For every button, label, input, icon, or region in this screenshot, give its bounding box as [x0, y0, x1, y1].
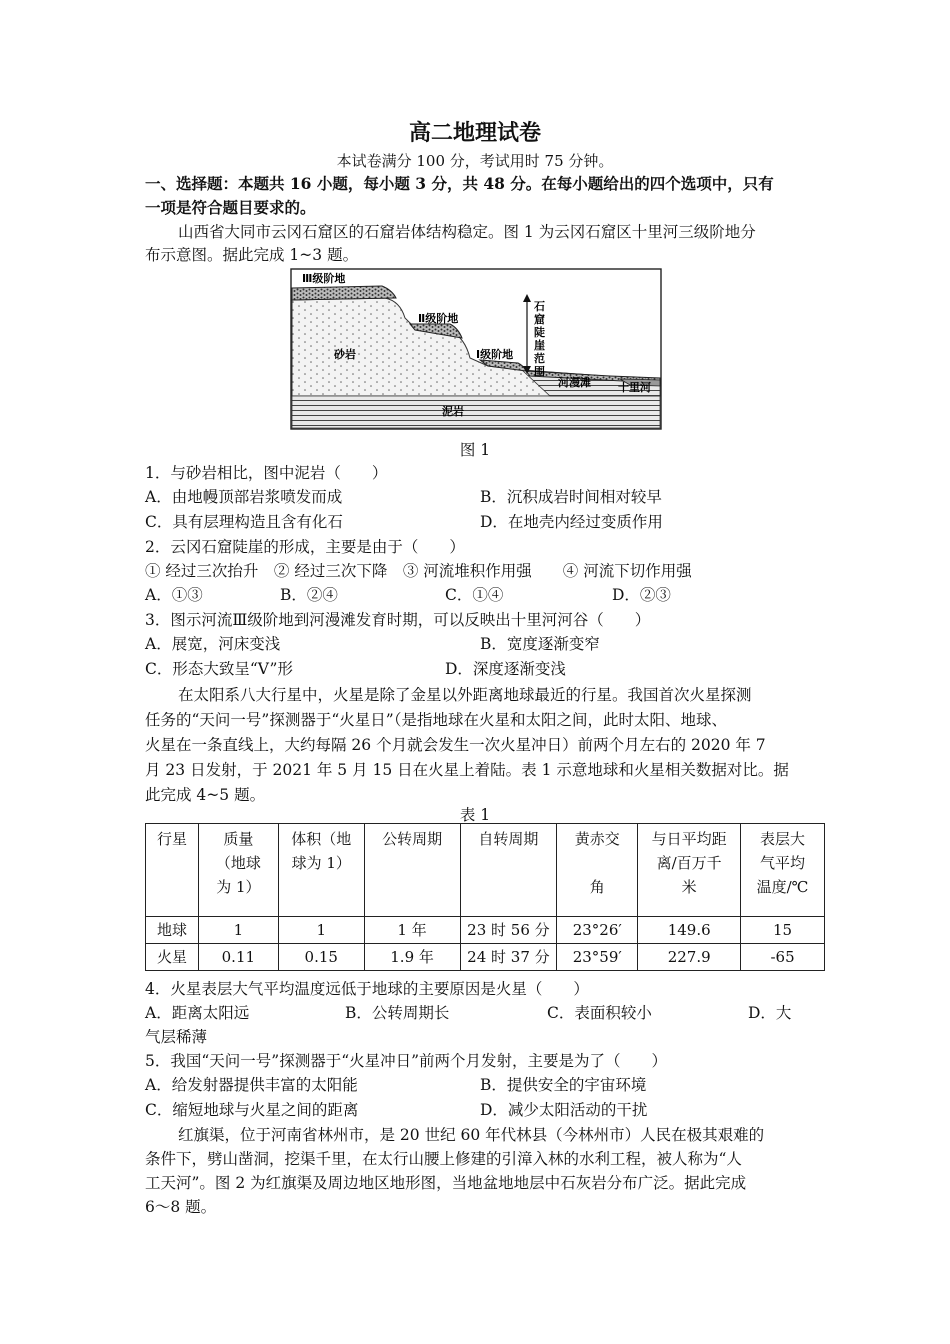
passage2-line3: 火星在一条直线上，大约每隔 26 个月就会发生一次火星冲日）前两个月左右的 2020 年 7 — [145, 736, 766, 754]
q5-option-a[interactable]: A．给发射器提供丰富的太阳能 — [145, 1076, 358, 1094]
table-cell: 0.11 — [198, 944, 278, 971]
table-cell: 23°26′ — [557, 917, 638, 944]
passage3-line1: 红旗渠，位于河南省林州市，是 20 世纪 60 年代林县（今林州市）人民在极其艰难的 — [178, 1126, 765, 1144]
table-row-earth — [146, 917, 825, 944]
passage2-line2: 任务的“天问一号”探测器于“火星日”（是指地球在火星和太阳之间，此时太阳、地球、 — [145, 711, 727, 729]
terrace-3-deposit — [292, 286, 396, 300]
q1-stem: 1．与砂岩相比，图中泥岩（ ） — [145, 464, 388, 482]
q2-option-b[interactable]: B．②④ — [280, 586, 338, 604]
table-cell: 1.9 年 — [364, 944, 460, 971]
label-mudstone: 泥岩 — [442, 405, 464, 418]
q4-option-a[interactable]: A．距离太阳远 — [145, 1004, 250, 1022]
q3-stem: 3．图示河流Ⅲ级阶地到河漫滩发育时期，可以反映出十里河河谷（ ） — [145, 611, 651, 629]
passage3-line4: 6～8 题。 — [145, 1198, 217, 1216]
label-cliff-range-1: 石 — [534, 300, 545, 313]
table-header-row — [146, 824, 825, 917]
q5-option-d[interactable]: D．减少太阳活动的干扰 — [480, 1101, 648, 1119]
label-terrace-1: Ⅰ级阶地 — [476, 348, 514, 361]
label-river: 十里河 — [618, 381, 651, 394]
q1-option-b[interactable]: B．沉积成岩时间相对较早 — [480, 488, 662, 506]
table-row-mars — [146, 944, 825, 971]
header-rotation-period: 自转周期 — [460, 824, 557, 917]
passage1-line1: 山西省大同市云冈石窟区的石窟岩体结构稳定。图 1 为云冈石窟区十里河三级阶地分 — [178, 223, 756, 241]
table-cell: 23°59′ — [557, 944, 638, 971]
passage3-line3: 工天河”。图 2 为红旗渠及周边地区地形图，当地盆地地层中石灰岩分布广泛。据此完成 — [145, 1174, 747, 1192]
table-cell: 地球 — [146, 917, 199, 944]
q3-option-a[interactable]: A．展宽，河床变浅 — [145, 635, 281, 653]
mudstone-layer — [292, 396, 660, 428]
passage2-line4: 月 23 日发射，于 2021 年 5 月 15 日在火星上着陆。表 1 示意地球和火星相关数据对比。据 — [145, 761, 789, 779]
label-terrace-3: Ⅲ级阶地 — [302, 272, 346, 285]
label-cliff-range-4: 崖 — [534, 339, 545, 352]
q2-option-c[interactable]: C．①④ — [445, 586, 504, 604]
q1-option-c[interactable]: C．具有层理构造且含有化石 — [145, 513, 343, 531]
table-cell: 227.9 — [638, 944, 741, 971]
q1-option-d[interactable]: D．在地壳内经过变质作用 — [480, 513, 663, 531]
header-volume: 体积（地 球为 1） — [278, 824, 364, 917]
q5-option-c[interactable]: C．缩短地球与火星之间的距离 — [145, 1101, 359, 1119]
q1-option-a[interactable]: A．由地幔顶部岩浆喷发而成 — [145, 488, 343, 506]
header-revolution-period: 公转周期 — [364, 824, 460, 917]
q3-option-d[interactable]: D．深度逐渐变浅 — [445, 660, 566, 678]
table-cell: -65 — [741, 944, 825, 971]
label-cliff-range-2: 窟 — [534, 313, 545, 326]
q2-option-d[interactable]: D．②③ — [612, 586, 671, 604]
passage2-line1: 在太阳系八大行星中，火星是除了金星以外距离地球最近的行星。我国首次火星探测 — [178, 686, 752, 704]
label-cliff-range-3: 陡 — [534, 326, 545, 339]
q4-option-d[interactable]: D．大 — [748, 1004, 792, 1022]
page-title: 高二地理试卷 — [408, 120, 541, 146]
header-surface-temperature: 表层大 气平均 温度/℃ — [741, 824, 825, 917]
label-terrace-2: Ⅱ级阶地 — [418, 312, 459, 325]
table-cell: 23 时 56 分 — [460, 917, 557, 944]
figure1-caption: 图 1 — [459, 441, 491, 459]
header-obliquity: 黄赤交 角 — [557, 824, 638, 917]
passage1-line2: 布示意图。据此完成 1~3 题。 — [145, 246, 359, 264]
table-cell: 149.6 — [638, 917, 741, 944]
q3-option-c[interactable]: C．形态大致呈“V”形 — [145, 660, 293, 678]
header-sun-distance: 与日平均距 离/百万千 米 — [638, 824, 741, 917]
header-mass: 质量 （地球 为 1） — [198, 824, 278, 917]
planet-data-table — [145, 823, 825, 971]
label-sandstone: 砂岩 — [334, 348, 356, 361]
q5-stem: 5．我国“天问一号”探测器于“火星冲日”前两个月发射，主要是为了（ ） — [145, 1052, 668, 1070]
q5-option-b[interactable]: B．提供安全的宇宙环境 — [480, 1076, 647, 1094]
q2-items: ① 经过三次抬升 ② 经过三次下降 ③ 河流堆积作用强 ④ 河流下切作用强 — [145, 562, 692, 580]
section-heading-cont: 一项是符合题目要求的。 — [145, 198, 316, 217]
table-cell: 1 — [278, 917, 364, 944]
table-cell: 15 — [741, 917, 825, 944]
q3-option-b[interactable]: B．宽度逐渐变窄 — [480, 635, 600, 653]
section-heading: 一、选择题：本题共 16 小题，每小题 3 分，共 48 分。在每小题给出的四个选项中，只有 — [145, 174, 774, 193]
terrace-diagram — [290, 268, 662, 430]
q4-option-c[interactable]: C．表面积较小 — [547, 1004, 652, 1022]
table-cell: 0.15 — [278, 944, 364, 971]
header-planet: 行星 — [146, 824, 199, 917]
q4-stem: 4．火星表层大气平均温度远低于地球的主要原因是火星（ ） — [145, 980, 589, 998]
table-cell: 1 — [198, 917, 278, 944]
table-cell: 24 时 37 分 — [460, 944, 557, 971]
q4-option-d-cont[interactable]: 气层稀薄 — [145, 1028, 208, 1046]
table-cell: 1 年 — [364, 917, 460, 944]
table-cell: 火星 — [146, 944, 199, 971]
passage3-line2: 条件下，劈山凿洞，挖渠千里，在太行山腰上修建的引漳入林的水利工程，被人称为“人 — [145, 1150, 742, 1168]
q2-stem: 2．云冈石窟陡崖的形成，主要是由于（ ） — [145, 538, 465, 556]
q4-option-b[interactable]: B．公转周期长 — [345, 1004, 450, 1022]
label-cliff-range-5: 范 — [534, 352, 545, 365]
label-floodplain: 河漫滩 — [558, 376, 591, 389]
table1-caption: 表 1 — [459, 806, 491, 824]
page-subtitle: 本试卷满分 100 分，考试用时 75 分钟。 — [336, 152, 614, 170]
q2-option-a[interactable]: A．①③ — [145, 586, 203, 604]
passage2-line5: 此完成 4~5 题。 — [145, 786, 266, 804]
label-cliff-range-6: 围 — [534, 365, 545, 378]
